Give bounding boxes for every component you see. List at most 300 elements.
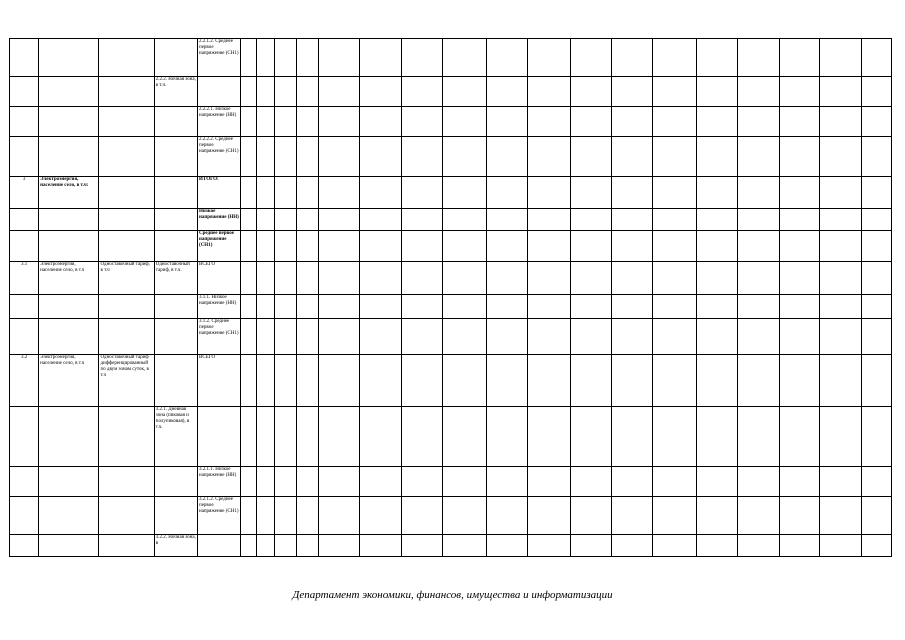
value-cell [737, 535, 779, 557]
value-cell [861, 319, 891, 355]
value-cell [318, 209, 359, 231]
row-level-cell [198, 77, 241, 107]
row-number-cell [10, 107, 39, 137]
value-cell [257, 295, 275, 319]
value-cell [296, 39, 318, 77]
row-name-cell [39, 209, 99, 231]
value-cell [696, 209, 737, 231]
value-cell [275, 319, 296, 355]
row-zone-cell [154, 355, 197, 407]
value-cell [780, 497, 820, 535]
value-cell [443, 107, 486, 137]
row-number-cell: 3.1 [10, 262, 39, 295]
value-cell [653, 231, 696, 262]
value-cell [257, 137, 275, 177]
value-cell [486, 535, 527, 557]
row-name-cell [39, 467, 99, 497]
value-cell [612, 535, 653, 557]
value-cell [275, 137, 296, 177]
row-zone-cell: Одноставочный тариф, в т.ч. [154, 262, 197, 295]
value-cell [318, 77, 359, 107]
value-cell [486, 209, 527, 231]
value-cell [861, 77, 891, 107]
value-cell [443, 209, 486, 231]
value-cell [571, 77, 612, 107]
value-cell [443, 467, 486, 497]
value-cell [296, 262, 318, 295]
value-cell [402, 467, 443, 497]
row-level-cell: 2.2.1.2. Среднее первое напряжение (СН1) [198, 39, 241, 77]
value-cell [241, 39, 257, 77]
value-cell [571, 231, 612, 262]
value-cell [359, 355, 401, 407]
value-cell [318, 137, 359, 177]
value-cell [780, 137, 820, 177]
table-row [10, 137, 892, 177]
value-cell [443, 262, 486, 295]
value-cell [318, 319, 359, 355]
value-cell [296, 77, 318, 107]
value-cell [241, 177, 257, 209]
value-cell [402, 39, 443, 77]
value-cell [257, 467, 275, 497]
value-cell [443, 535, 486, 557]
value-cell [296, 107, 318, 137]
value-cell [861, 535, 891, 557]
value-cell [486, 177, 527, 209]
value-cell [653, 39, 696, 77]
value-cell [820, 209, 861, 231]
value-cell [696, 467, 737, 497]
value-cell [443, 295, 486, 319]
value-cell [571, 407, 612, 467]
value-cell [241, 262, 257, 295]
value-cell [737, 177, 779, 209]
row-number-cell [10, 137, 39, 177]
value-cell [486, 467, 527, 497]
value-cell [612, 177, 653, 209]
value-cell [296, 355, 318, 407]
value-cell [318, 407, 359, 467]
value-cell [737, 262, 779, 295]
value-cell [402, 209, 443, 231]
value-cell [820, 262, 861, 295]
value-cell [257, 355, 275, 407]
value-cell [359, 467, 401, 497]
value-cell [737, 231, 779, 262]
value-cell [737, 467, 779, 497]
value-cell [653, 467, 696, 497]
value-cell [359, 231, 401, 262]
row-number-cell [10, 535, 39, 557]
value-cell [820, 107, 861, 137]
row-zone-cell [154, 319, 197, 355]
value-cell [359, 39, 401, 77]
row-zone-cell [154, 209, 197, 231]
value-cell [296, 467, 318, 497]
value-cell [696, 407, 737, 467]
value-cell [359, 209, 401, 231]
value-cell [443, 355, 486, 407]
value-cell [612, 39, 653, 77]
value-cell [780, 39, 820, 77]
value-cell [696, 137, 737, 177]
value-cell [486, 407, 527, 467]
value-cell [737, 497, 779, 535]
value-cell [696, 262, 737, 295]
value-cell [527, 262, 570, 295]
value-cell [696, 231, 737, 262]
row-level-cell: ИТОГО: [198, 177, 241, 209]
row-level-cell: ВСЕГО [198, 355, 241, 407]
row-tariff-cell [99, 177, 154, 209]
value-cell [443, 231, 486, 262]
value-cell [571, 497, 612, 535]
value-cell [861, 262, 891, 295]
value-cell [820, 497, 861, 535]
value-cell [257, 177, 275, 209]
table-row [10, 319, 892, 355]
value-cell [486, 231, 527, 262]
value-cell [780, 407, 820, 467]
row-level-cell: ВСЕГО [198, 262, 241, 295]
value-cell [737, 209, 779, 231]
value-cell [612, 231, 653, 262]
value-cell [571, 535, 612, 557]
row-level-cell: 2.2.2.2. Среднее первое напряжение (СН1) [198, 137, 241, 177]
value-cell [653, 407, 696, 467]
value-cell [527, 497, 570, 535]
row-tariff-cell [99, 39, 154, 77]
value-cell [861, 497, 891, 535]
row-number-cell: 3 [10, 177, 39, 209]
row-level-cell: Среднее первое напряжение (СН1) [198, 231, 241, 262]
value-cell [257, 262, 275, 295]
value-cell [780, 295, 820, 319]
value-cell [241, 77, 257, 107]
row-name-cell [39, 295, 99, 319]
value-cell [486, 295, 527, 319]
value-cell [571, 107, 612, 137]
value-cell [861, 467, 891, 497]
value-cell [612, 319, 653, 355]
row-name-cell [39, 319, 99, 355]
value-cell [737, 39, 779, 77]
value-cell [737, 137, 779, 177]
table-row [10, 497, 892, 535]
value-cell [653, 209, 696, 231]
row-level-cell: 3.2.1.1. Низкое напряжение (НН) [198, 467, 241, 497]
table-row [10, 407, 892, 467]
value-cell [486, 107, 527, 137]
value-cell [527, 209, 570, 231]
value-cell [257, 209, 275, 231]
value-cell [820, 355, 861, 407]
value-cell [612, 107, 653, 137]
value-cell [653, 77, 696, 107]
value-cell [861, 295, 891, 319]
value-cell [527, 355, 570, 407]
value-cell [780, 319, 820, 355]
row-zone-cell: 3.2.1. Дневная зона (пиковая и полупиковая), в т.ч. [154, 407, 197, 467]
value-cell [653, 535, 696, 557]
value-cell [443, 319, 486, 355]
value-cell [527, 177, 570, 209]
value-cell [402, 177, 443, 209]
value-cell [820, 295, 861, 319]
value-cell [402, 231, 443, 262]
value-cell [241, 107, 257, 137]
value-cell [653, 177, 696, 209]
table-row [10, 39, 892, 77]
row-number-cell [10, 209, 39, 231]
value-cell [527, 39, 570, 77]
row-name-cell [39, 231, 99, 262]
row-level-cell [198, 407, 241, 467]
table-row [10, 209, 892, 231]
table-row [10, 467, 892, 497]
value-cell [486, 355, 527, 407]
value-cell [780, 535, 820, 557]
row-name-cell [39, 535, 99, 557]
row-number-cell [10, 231, 39, 262]
value-cell [257, 319, 275, 355]
value-cell [571, 355, 612, 407]
value-cell [359, 137, 401, 177]
row-tariff-cell [99, 77, 154, 107]
value-cell [296, 209, 318, 231]
value-cell [527, 137, 570, 177]
value-cell [296, 407, 318, 467]
value-cell [653, 319, 696, 355]
value-cell [612, 77, 653, 107]
value-cell [318, 177, 359, 209]
row-level-cell: 3.2.1.2. Среднее первое напряжение (СН1) [198, 497, 241, 535]
table-row [10, 262, 892, 295]
row-tariff-cell [99, 407, 154, 467]
value-cell [402, 77, 443, 107]
value-cell [359, 407, 401, 467]
value-cell [653, 107, 696, 137]
value-cell [359, 497, 401, 535]
row-zone-cell [154, 137, 197, 177]
value-cell [275, 497, 296, 535]
value-cell [318, 231, 359, 262]
row-number-cell [10, 77, 39, 107]
value-cell [696, 107, 737, 137]
value-cell [402, 295, 443, 319]
value-cell [241, 467, 257, 497]
row-tariff-cell [99, 319, 154, 355]
value-cell [653, 137, 696, 177]
value-cell [861, 407, 891, 467]
value-cell [257, 77, 275, 107]
value-cell [820, 319, 861, 355]
value-cell [571, 467, 612, 497]
row-number-cell [10, 39, 39, 77]
row-level-cell: 2.2.2.1. Низкое напряжение (НН) [198, 107, 241, 137]
value-cell [780, 209, 820, 231]
value-cell [359, 107, 401, 137]
value-cell [820, 535, 861, 557]
value-cell [318, 107, 359, 137]
row-number-cell [10, 295, 39, 319]
value-cell [780, 177, 820, 209]
row-name-cell [39, 137, 99, 177]
value-cell [527, 535, 570, 557]
value-cell [275, 177, 296, 209]
row-level-cell [198, 535, 241, 557]
value-cell [402, 535, 443, 557]
value-cell [257, 497, 275, 535]
value-cell [653, 295, 696, 319]
value-cell [571, 295, 612, 319]
value-cell [527, 107, 570, 137]
value-cell [653, 262, 696, 295]
table-row [10, 355, 892, 407]
value-cell [318, 295, 359, 319]
value-cell [612, 262, 653, 295]
value-cell [318, 467, 359, 497]
value-cell [861, 107, 891, 137]
value-cell [275, 407, 296, 467]
row-tariff-cell [99, 295, 154, 319]
value-cell [402, 407, 443, 467]
row-tariff-cell [99, 231, 154, 262]
value-cell [402, 262, 443, 295]
row-tariff-cell [99, 107, 154, 137]
value-cell [275, 77, 296, 107]
row-tariff-cell [99, 535, 154, 557]
value-cell [527, 231, 570, 262]
value-cell [571, 39, 612, 77]
row-tariff-cell [99, 467, 154, 497]
row-tariff-cell [99, 209, 154, 231]
row-tariff-cell [99, 137, 154, 177]
row-zone-cell [154, 467, 197, 497]
row-number-cell [10, 319, 39, 355]
value-cell [737, 407, 779, 467]
value-cell [486, 262, 527, 295]
row-name-cell [39, 497, 99, 535]
value-cell [318, 355, 359, 407]
value-cell [359, 177, 401, 209]
value-cell [861, 137, 891, 177]
value-cell [820, 231, 861, 262]
value-cell [820, 39, 861, 77]
row-zone-cell [154, 107, 197, 137]
row-zone-cell: 3.2.2. Ночная зона, в [154, 535, 197, 557]
value-cell [861, 209, 891, 231]
row-number-cell [10, 467, 39, 497]
value-cell [696, 319, 737, 355]
value-cell [780, 231, 820, 262]
row-number-cell [10, 497, 39, 535]
value-cell [527, 407, 570, 467]
row-level-cell: 3.1.1. Низкое напряжение (НН) [198, 295, 241, 319]
table-row [10, 295, 892, 319]
value-cell [275, 107, 296, 137]
value-cell [737, 77, 779, 107]
table-row [10, 77, 892, 107]
value-cell [241, 355, 257, 407]
value-cell [820, 407, 861, 467]
value-cell [486, 39, 527, 77]
value-cell [257, 407, 275, 467]
value-cell [696, 497, 737, 535]
row-name-cell [39, 107, 99, 137]
row-number-cell: 3.2 [10, 355, 39, 407]
value-cell [780, 77, 820, 107]
value-cell [571, 209, 612, 231]
value-cell [402, 137, 443, 177]
value-cell [318, 39, 359, 77]
value-cell [296, 137, 318, 177]
row-name-cell [39, 39, 99, 77]
value-cell [318, 497, 359, 535]
value-cell [257, 107, 275, 137]
value-cell [241, 209, 257, 231]
row-tariff-cell [99, 497, 154, 535]
value-cell [296, 295, 318, 319]
row-number-cell [10, 407, 39, 467]
value-cell [443, 407, 486, 467]
value-cell [296, 535, 318, 557]
value-cell [443, 39, 486, 77]
value-cell [241, 295, 257, 319]
value-cell [359, 77, 401, 107]
value-cell [696, 535, 737, 557]
row-zone-cell [154, 177, 197, 209]
value-cell [296, 497, 318, 535]
value-cell [612, 295, 653, 319]
value-cell [443, 77, 486, 107]
value-cell [296, 319, 318, 355]
value-cell [402, 107, 443, 137]
table-row [10, 177, 892, 209]
value-cell [780, 262, 820, 295]
value-cell [653, 355, 696, 407]
value-cell [359, 262, 401, 295]
value-cell [257, 231, 275, 262]
value-cell [612, 137, 653, 177]
value-cell [820, 77, 861, 107]
row-zone-cell [154, 295, 197, 319]
value-cell [318, 262, 359, 295]
value-cell [486, 497, 527, 535]
row-zone-cell [154, 39, 197, 77]
value-cell [359, 319, 401, 355]
value-cell [653, 497, 696, 535]
value-cell [275, 355, 296, 407]
value-cell [486, 137, 527, 177]
row-name-cell [39, 407, 99, 467]
value-cell [241, 231, 257, 262]
row-level-cell: 3.1.2. Среднее первое напряжение (СН1) [198, 319, 241, 355]
value-cell [275, 231, 296, 262]
value-cell [861, 39, 891, 77]
value-cell [257, 39, 275, 77]
row-tariff-cell: Одноставочный тариф, в т.ч [99, 262, 154, 295]
table-row [10, 107, 892, 137]
value-cell [571, 137, 612, 177]
value-cell [318, 535, 359, 557]
value-cell [780, 467, 820, 497]
value-cell [861, 355, 891, 407]
value-cell [241, 535, 257, 557]
value-cell [612, 497, 653, 535]
value-cell [359, 535, 401, 557]
